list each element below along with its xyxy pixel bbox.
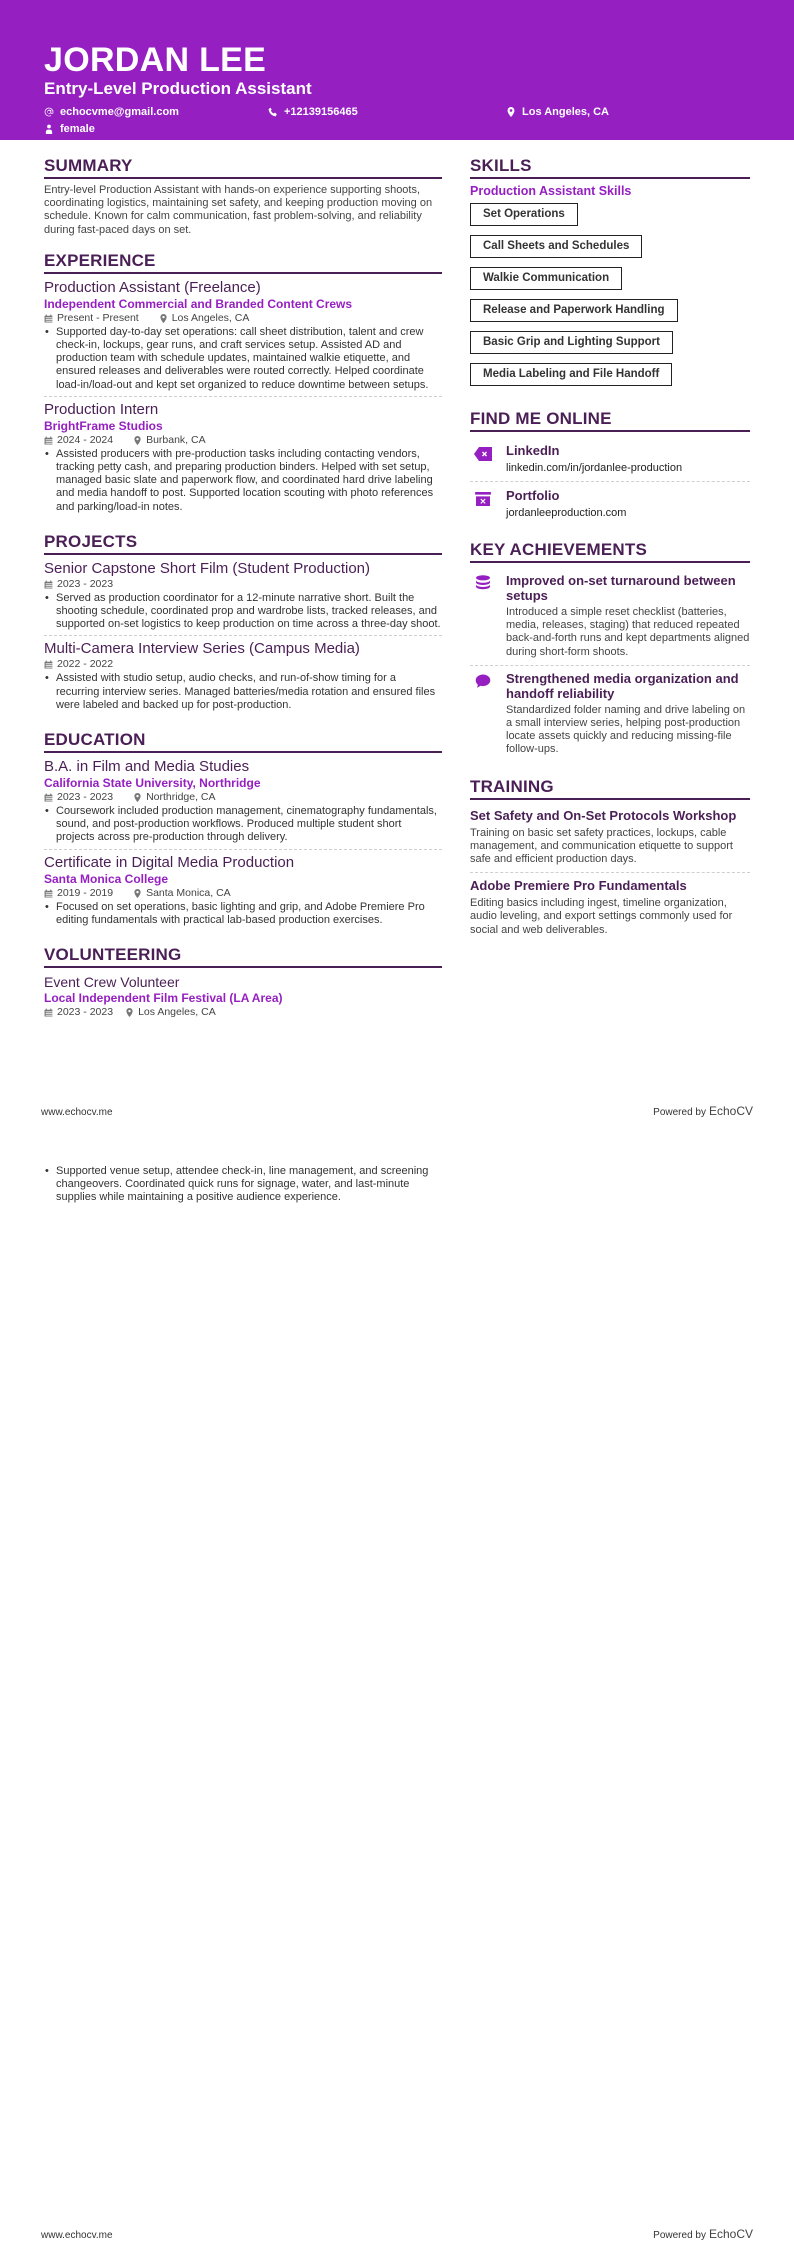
footer-powered [653, 2227, 753, 2241]
project-title: Senior Capstone Short Film (Student Production) [44, 559, 370, 577]
online-section [470, 409, 750, 526]
footer-website[interactable]: www.echocv.me [41, 2230, 113, 2241]
project-entry [44, 635, 442, 716]
volunteer-entry [44, 973, 442, 1023]
training-desc: Training on basic set safety practices, lockups, cable management, and communication etiquette to support safe and efficient production days. [470, 826, 733, 866]
training-item [470, 872, 750, 943]
contact-phone[interactable] [268, 105, 506, 118]
bullet-list [44, 1165, 442, 1205]
entry-location [125, 1006, 216, 1019]
brand-name: EchoCV [708, 1104, 753, 1118]
company-name: BrightFrame Studios [44, 418, 163, 433]
location-text: Los Angeles, CA [138, 1006, 216, 1019]
link-label: Portfolio [506, 488, 560, 503]
education-section [44, 730, 442, 931]
skills-list [470, 203, 750, 395]
candidate-title: Entry-Level Production Assistant [44, 79, 312, 98]
date-range: 2022 - 2022 [57, 658, 114, 671]
link-url[interactable]: jordanleeproduction.com [506, 507, 627, 519]
date-range: 2023 - 2023 [57, 791, 114, 804]
skill-tag: Release and Paperwork Handling [470, 299, 678, 322]
entry-location [159, 312, 250, 325]
skill-tag: Walkie Communication [470, 267, 622, 290]
volunteering-section [44, 945, 442, 1023]
skill-tag: Call Sheets and Schedules [470, 235, 642, 258]
experience-entry [44, 279, 442, 396]
phone-icon [268, 107, 278, 117]
entry-meta [44, 312, 442, 325]
calendar-icon [44, 436, 53, 445]
entry-meta [44, 791, 442, 804]
location-text: Burbank, CA [146, 433, 206, 446]
bullet-list [44, 901, 442, 927]
organization-name: Local Independent Film Festival (LA Area) [44, 991, 283, 1006]
bullet-list [44, 592, 442, 632]
section-heading: EXPERIENCE [44, 251, 442, 274]
bullet-list [44, 448, 442, 514]
bullet-list [44, 672, 442, 712]
right-column [470, 156, 750, 1037]
achievement-title: Improved on-set turnaround between setups [506, 573, 736, 603]
link-label: LinkedIn [506, 443, 560, 458]
training-desc: Editing basics including ingest, timeline organization, audio leveling, and export settings commonly used for social and web deliverables. [470, 897, 733, 936]
degree-title: Certificate in Digital Media Production [44, 853, 295, 871]
summary-text: Entry-level Production Assistant with hands-on experience supporting shoots, coordinating logistics, maintaining set safety, and keeping production moving on schedule. Known for calm communication, fast problem-solving, and reliability during fast-paced days on set. [44, 184, 433, 236]
training-section [470, 777, 750, 943]
project-title: Multi-Camera Interview Series (Campus Media) [44, 640, 360, 658]
achievements-section [470, 540, 750, 763]
date-range: 2024 - 2024 [57, 433, 114, 446]
training-title: Adobe Premiere Pro Fundamentals [470, 878, 687, 894]
entry-location [133, 434, 206, 447]
map-pin-icon [133, 436, 142, 445]
date-range: 2023 - 2023 [57, 1006, 114, 1019]
achievement-desc: Introduced a simple reset checklist (batteries, media, releases, staging) that reduced repeated back-and-forth runs and kept departments aligned during short-form shoots. [506, 606, 750, 658]
resume-body [0, 156, 794, 1037]
footer-website[interactable]: www.echocv.me [41, 1107, 113, 1118]
person-icon [44, 124, 54, 134]
at-icon [44, 107, 54, 117]
skill-group-title: Production Assistant Skills [470, 184, 632, 198]
bullet-item: • Supported day-to-day set operations: call sheet distribution, talent and crew check-in, lockups, gear runs, and craft services setup. Assisted AD and production team with schedule updates, maintained walkie etiquette, and ensured releases and deliverables were routed correctly. Helped coordinate load-in/load-out and kept set organized to reduce downtime between setups. [44, 326, 442, 392]
contact-info [44, 105, 750, 135]
map-pin-icon [133, 889, 142, 898]
bullet-item: • Focused on set operations, basic lighting and grip, and Adobe Premiere Pro editing fundamentals with practical lab-based production exercises. [44, 901, 442, 927]
skill-tag: Basic Grip and Lighting Support [470, 331, 673, 354]
calendar-icon [44, 660, 53, 669]
job-title: Production Intern [44, 400, 159, 418]
online-link-linkedin[interactable] [470, 437, 750, 481]
bullet-item: • Assisted with studio setup, audio checks, and run-of-show timing for a recurring interview series. Managed batteries/media rotation and ensured files were labeled and backed up for post-production. [44, 672, 442, 712]
training-item [470, 805, 750, 873]
candidate-name: JORDAN LEE [44, 41, 267, 79]
bullet-item: • Supported venue setup, attendee check-in, line management, and screening changeovers. Coordinated quick runs for signage, water, and last-minute supplies while maintaining a positive audience experience. [44, 1165, 442, 1205]
date-range: 2023 - 2023 [57, 577, 114, 590]
bullet-item: • Assisted producers with pre-production tasks including contacting vendors, tracking petty cash, and preparing production binders. Helped with set setup, managed basic slate and paperwork flow, and coordinated hard drive labeling and media handoff to post. Supported location scouting with photo references and parking/load-in notes. [44, 448, 442, 514]
summary-section [44, 156, 442, 237]
entry-meta [44, 887, 442, 900]
location-text: Northridge, CA [146, 791, 216, 804]
resume-header [0, 0, 794, 140]
bullet-list [44, 805, 442, 845]
bullet-list [44, 326, 442, 392]
date-range: 2019 - 2019 [57, 886, 114, 899]
entry-location [133, 791, 215, 804]
footer-powered [653, 1104, 753, 1118]
section-heading: EDUCATION [44, 730, 442, 753]
location-text: Los Angeles, CA [171, 311, 250, 324]
training-title: Set Safety and On-Set Protocols Workshop [470, 807, 737, 823]
contact-gender [44, 122, 268, 135]
calendar-icon [44, 314, 53, 323]
section-heading: PROJECTS [44, 532, 442, 555]
volunteer-overflow [44, 1164, 442, 1205]
date-range: Present - Present [57, 311, 139, 324]
section-heading: SUMMARY [44, 156, 442, 179]
map-pin-icon [133, 793, 142, 802]
online-link-portfolio[interactable] [470, 481, 750, 526]
skills-section [470, 156, 750, 395]
bullet-item: • Served as production coordinator for a 12-minute narrative short. Built the shooting schedule, coordinated prop and wardrobe lists, tracked releases, and supported on-set logistics to keep production on time across a three-day shoot. [44, 592, 442, 632]
achievement-item [470, 568, 750, 665]
school-name: Santa Monica College [44, 871, 169, 886]
powered-by-text: Powered by [653, 1107, 706, 1118]
contact-email[interactable] [44, 105, 268, 118]
location-text: Los Angeles, CA [522, 105, 609, 118]
map-pin-icon [506, 107, 516, 117]
page-footer [41, 1104, 753, 1118]
education-entry [44, 758, 442, 849]
skill-tag: Media Labeling and File Handoff [470, 363, 672, 386]
section-heading: SKILLS [470, 156, 750, 179]
database-icon [475, 575, 491, 591]
page-footer [41, 2227, 753, 2241]
powered-by-text: Powered by [653, 2230, 706, 2241]
gender-text: female [60, 122, 95, 135]
experience-entry [44, 396, 442, 518]
linkedin-icon [474, 447, 492, 461]
chat-bubble-icon [475, 673, 491, 689]
skill-tag: Set Operations [470, 203, 578, 226]
location-text: Santa Monica, CA [146, 886, 231, 899]
entry-location [133, 887, 231, 900]
school-name: California State University, Northridge [44, 776, 261, 791]
projects-section [44, 532, 442, 716]
section-heading: KEY ACHIEVEMENTS [470, 540, 750, 563]
company-name: Independent Commercial and Branded Content Crews [44, 296, 353, 311]
entry-meta [44, 578, 442, 591]
calendar-icon [44, 889, 53, 898]
job-title: Production Assistant (Freelance) [44, 278, 261, 296]
map-pin-icon [159, 314, 168, 323]
brand-name: EchoCV [708, 2227, 753, 2241]
entry-meta [44, 1006, 442, 1019]
phone-text: +12139156465 [284, 105, 358, 118]
degree-title: B.A. in Film and Media Studies [44, 758, 250, 776]
entry-meta [44, 434, 442, 447]
calendar-icon [44, 793, 53, 802]
entry-meta [44, 658, 442, 671]
project-entry [44, 560, 442, 636]
experience-section [44, 251, 442, 518]
link-url[interactable]: linkedin.com/in/jordanlee-production [506, 462, 683, 474]
education-entry [44, 849, 442, 931]
section-heading: FIND ME ONLINE [470, 409, 750, 432]
volunteer-role: Event Crew Volunteer [44, 974, 180, 991]
portfolio-icon [474, 492, 492, 506]
map-pin-icon [125, 1008, 134, 1017]
achievement-desc: Standardized folder naming and drive labeling on a small interview series, helping post-production locate assets quickly and reducing missing-file follow-ups. [506, 703, 746, 756]
achievement-title: Strengthened media organization and handoff reliability [506, 670, 739, 701]
section-heading: VOLUNTEERING [44, 945, 442, 968]
achievement-item [470, 665, 750, 763]
email-text: echocvme@gmail.com [60, 105, 179, 118]
bullet-item: • Coursework included production management, cinematography fundamentals, sound, and post-production workflows. Produced multiple student short projects across pre-production through delivery. [44, 805, 442, 845]
calendar-icon [44, 580, 53, 589]
left-column [44, 156, 442, 1037]
section-heading: TRAINING [470, 777, 750, 800]
calendar-icon [44, 1008, 53, 1017]
contact-location [506, 105, 706, 118]
